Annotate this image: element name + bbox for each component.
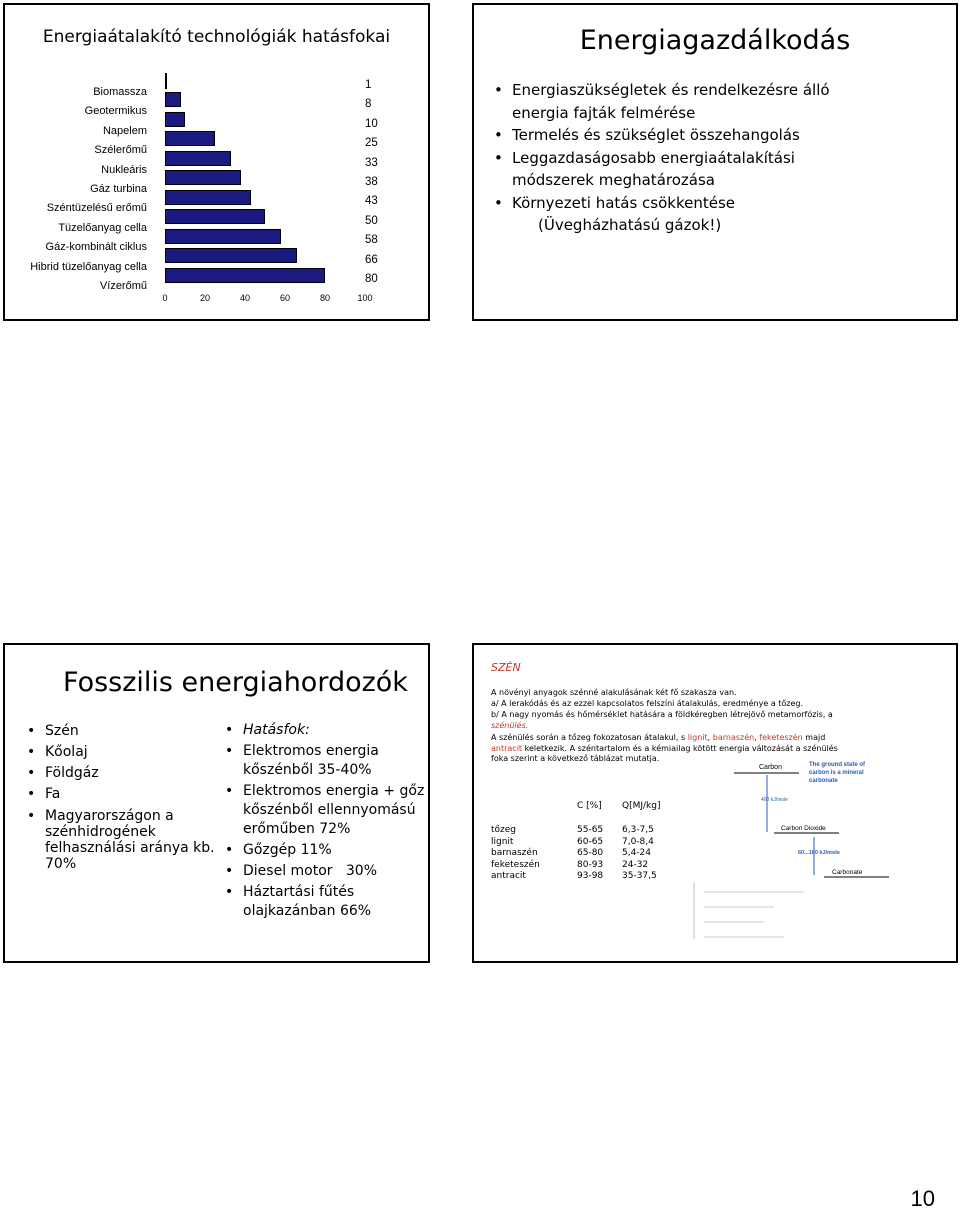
bullet-item: [225, 782, 425, 839]
slide2-title: Energiagazdálkodás: [579, 25, 851, 56]
lignit-term: lignit: [687, 733, 708, 742]
bullet-item: [494, 79, 944, 124]
bullet-dot-icon: •: [27, 765, 36, 781]
bullet-dot-icon: •: [225, 743, 234, 759]
page-number: 10: [910, 1186, 935, 1211]
slide-energy-management: [472, 3, 958, 321]
bullet-dot-icon: •: [494, 193, 503, 212]
bullet-text: Kőolaj: [45, 744, 88, 760]
bullet-item: [27, 742, 217, 763]
coal-paragraph-2: a/ A lerakódás és az ezzel kapcsolatos felszíni átalakulás, eredménye a tőzeg.: [491, 699, 804, 708]
bar: [165, 131, 215, 146]
carbonate-label: Carbonate: [832, 869, 863, 876]
bullet-dot-icon: •: [27, 744, 36, 760]
carbon-percent-cell: 55-65: [577, 825, 604, 835]
coal-type-cell: lignit: [491, 836, 514, 847]
category-label: Gáz-kombinált ciklus: [45, 241, 147, 254]
bullet-item: [27, 784, 217, 805]
feketeszen-term: feketeszén: [759, 733, 803, 742]
category-label: Szélerőmű: [94, 144, 147, 157]
bullet-text: Gőzgép 11%: [243, 842, 332, 858]
bar: [165, 151, 231, 166]
coalification-term: szénülés.: [491, 720, 529, 730]
bullet-text: Háztartási fűtés olajkazánban 66%: [243, 884, 372, 919]
slide1-title: Energiaátalakító technológiák hatásfokai: [42, 27, 391, 47]
carbon-percent-cell: 93-98: [577, 871, 604, 881]
efficiency-list: [225, 721, 425, 923]
bullet-dot-icon: •: [494, 126, 503, 144]
coal-heading: SZÉN: [491, 661, 521, 674]
value-label: 66: [365, 253, 378, 266]
coal-paragraph-4-majd: majd: [802, 733, 826, 742]
bullet-item: [225, 742, 425, 780]
bullet-item: [494, 124, 944, 147]
coal-paragraph-4: A szénülés során a tőzeg fokozatosan átalakul, s lignit, barnaszén, feketeszén majd antracit keletkezik. A széntartalom és a kémiailag kötött energia változását a szénülés foka szerint a következő táblázat mutatja.: [491, 733, 838, 763]
bullet-text: energia fajták felmérése: [512, 103, 696, 122]
coal-paragraph-4-text-c: foka szerint a következő táblázat mutatja.: [491, 754, 660, 763]
fossil-fuel-list: [27, 721, 217, 872]
bullet-text: (Üvegházhatású gázok!): [538, 216, 722, 234]
coal-paragraph-4-text-b: keletkezik. A széntartalom és a kémiailag kötött energia változását a szénülés: [522, 743, 838, 753]
value-label: 10: [365, 117, 378, 130]
x-tick-label: 60: [279, 293, 291, 303]
value-label: 1: [365, 79, 372, 91]
value-label: 25: [365, 137, 378, 150]
bar: [165, 229, 281, 244]
bar: [165, 209, 265, 224]
value-label: 50: [365, 214, 378, 227]
category-label: Gáz turbina: [90, 183, 147, 195]
kj-400-label: 400 kJ/mole: [761, 797, 788, 803]
coal-table: [491, 801, 681, 891]
x-tick-label: 0: [162, 293, 168, 303]
ground-state-line-2: carbon is a mineral: [809, 770, 864, 776]
coal-type-cell: barnaszén: [491, 848, 538, 858]
heat-value-cell: 24-32: [622, 859, 649, 870]
bar: [165, 248, 297, 263]
x-tick-label: 20: [199, 293, 211, 303]
bullet-text: Leggazdaságosabb energiaátalakítási: [512, 148, 795, 167]
bullet-dot-icon: •: [225, 863, 234, 879]
bullet-item: [27, 721, 217, 742]
slide3-title: Fosszilis energiahordozók: [63, 667, 408, 698]
bullet-dot-icon: •: [27, 808, 36, 824]
slide-fossil-fuels: [3, 643, 430, 963]
bar: [165, 112, 185, 127]
category-label: Geotermikus: [84, 105, 147, 118]
x-tick-label: 80: [319, 293, 331, 303]
barnaszen-term: barnaszén: [712, 733, 755, 742]
coal-type-cell: feketeszén: [491, 859, 540, 870]
heat-value-cell: 35-37,5: [622, 871, 657, 881]
bullet-item: [27, 808, 217, 872]
carbon-energy-diagram: [664, 757, 894, 942]
value-label: 33: [365, 156, 378, 169]
bullet-text: Diesel motor 30%: [243, 863, 378, 879]
heat-value-cell: 7,0-8,4: [622, 836, 654, 847]
slide-efficiency-chart: [3, 3, 430, 321]
bullet-dot-icon: •: [27, 786, 36, 802]
heat-value-cell: 6,3-7,5: [622, 825, 654, 835]
carbon-percent-cell: 65-80: [577, 848, 604, 858]
bullet-dot-icon: •: [27, 723, 36, 739]
carbon-percent-cell: 60-65: [577, 836, 604, 847]
bullet-item: [225, 721, 425, 740]
category-label: Biomassza: [93, 86, 147, 98]
category-label: Tüzelőanyag cella: [58, 221, 147, 234]
ground-state-line-1: The ground state of: [809, 762, 865, 768]
value-label: 38: [365, 176, 378, 188]
slide-coal: [472, 643, 958, 963]
table-header-q: Q[MJ/kg]: [622, 801, 661, 811]
bullet-text: Szén: [45, 723, 79, 739]
value-label: 43: [365, 195, 378, 208]
bar: [165, 73, 167, 89]
coal-paragraph-3-text: b/ A nagy nyomás és hőmérséklet hatására a földkéregben létrejövő metamorfózis, a: [491, 710, 833, 719]
coal-type-cell: antracit: [491, 871, 526, 881]
x-tick-label: 40: [239, 293, 251, 303]
kj-180-label: 60...180 kJ/mole: [798, 850, 840, 856]
bullet-dot-icon: •: [225, 783, 234, 799]
bullet-dot-icon: •: [494, 148, 503, 167]
value-label: 8: [365, 98, 372, 111]
bullet-text: Környezeti hatás csökkentése: [512, 193, 736, 212]
co2-label: Carbon Dioxide: [781, 825, 826, 832]
bullet-item: [27, 763, 217, 784]
bullet-text: Magyarországon a szénhidrogének felhasználási aránya kb. 70%: [45, 808, 215, 872]
bar: [165, 170, 241, 185]
value-label: 58: [365, 234, 378, 247]
coal-type-cell: tőzeg: [491, 825, 517, 835]
antracit-term: antracit: [491, 743, 523, 753]
carbon-label: Carbon: [759, 764, 782, 771]
ground-state-line-3: carbonate: [809, 778, 838, 784]
heat-value-cell: 5,4-24: [622, 848, 652, 858]
bullet-text: Energiaszükségletek és rendelkezésre álló: [512, 81, 830, 99]
bullet-text: Fa: [45, 786, 61, 802]
coal-paragraph-1: A növényi anyagok szénné alakulásának két fő szakasza van.: [491, 688, 737, 697]
bar: [165, 92, 181, 107]
bullet-dot-icon: •: [225, 722, 234, 738]
bar: [165, 268, 325, 283]
bullet-text: Termelés és szükséglet összehangolás: [512, 126, 800, 144]
value-label: 80: [365, 273, 378, 285]
category-label: Vízerőmű: [99, 280, 147, 292]
bullet-text: Elektromos energia + gőz kőszénből ellennyomású erőműben 72%: [243, 783, 425, 837]
carbon-percent-cell: 80-93: [577, 859, 604, 870]
category-label: Napelem: [102, 124, 147, 137]
bullet-text: Földgáz: [45, 765, 99, 781]
bullet-item: [225, 883, 425, 921]
bullet-dot-icon: •: [225, 842, 234, 858]
bullet-text: Elektromos energia kőszénből 35-40%: [243, 743, 379, 778]
bullet-item: [494, 192, 944, 215]
coal-paragraph-3: [491, 710, 891, 731]
bullet-dot-icon: •: [225, 884, 234, 900]
category-label: Nukleáris: [101, 163, 147, 176]
category-label: Hibrid tüzelőanyag cella: [30, 260, 147, 273]
bullet-continuation: [494, 214, 944, 237]
table-header-c: C [%]: [577, 801, 602, 811]
bullet-item: [225, 862, 425, 881]
coal-paragraph-4-text: A szénülés során a tőzeg fokozatosan átalakul, s: [491, 733, 688, 742]
bullet-dot-icon: •: [494, 81, 503, 99]
bullet-text: Hatásfok:: [243, 722, 310, 738]
x-tick-label: 100: [357, 293, 373, 303]
bullet-text: módszerek meghatározása: [512, 171, 715, 189]
bar: [165, 190, 251, 205]
category-label: Széntüzelésű erőmű: [46, 202, 147, 215]
bullet-item: [494, 147, 944, 192]
energy-management-bullets: [494, 79, 944, 237]
bullet-item: [225, 841, 425, 860]
